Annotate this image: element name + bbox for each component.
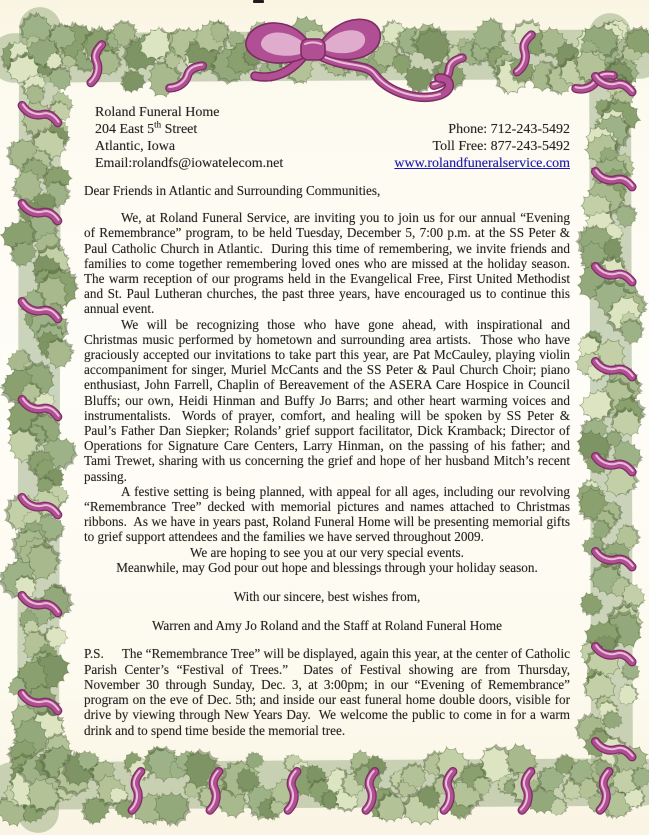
letter-content [84,104,577,738]
ribbon-bow [246,19,449,97]
letterhead-address-block [95,104,283,172]
paragraph-program: We will be recognizing those who have gone ahead, with inspirational and Christmas music performed by hometown and surrounding area artists. Those who have graciously accepted our invitations to take part this year, are Pat McCauley, playing violin accompaniment for singer, Muriel McCants and the SS Peter & Paul Church Choir; piano enthusiast, John Farrell, Chaplin of Bereavement of the ASERA Care Hospice in Council Bluffs; our own, Heidi Hinman and Buffy Jo Barrs; and other heart warming voices and instrumentalists. Words of prayer, comfort, and healing will be spoken by SS Peter & Paul’s Father Dan Siepker; Rolands’ grief support facilitator, Dick Kramback; Director of Operations for Signature Care Centers, Larry Hinman, on the passing of his father; and Tami Trewet, sharing with us concerning the grief and hope of her husband Mitch’s recent passing. [84,316,574,484]
letterhead-contact-block [394,104,570,172]
paragraph-invitation: We, at Roland Funeral Service, are inviting you to join us for our annual “Evening of Remembrance” program, to be held Tuesday, December 5, 7:00 p.m. at the SS Peter & Paul Catholic Church in Atlantic. During this time of remembering, we invite friends and families to come together remembering loved ones who are missed at the holiday season. The warm reception of our programs held in the Evangelical Free, First United Methodist and St. Paul Lutheran churches, the past three years, have encouraged us to continue this annual event. [84,210,577,317]
line-hoping: We are hoping to see you at our very special events. [190,544,464,560]
toll-free-number: Toll Free: 877-243-5492 [432,139,570,154]
street-ordinal-sup: th [154,119,162,130]
scan-artifact [253,0,264,3]
address-street: 204 East 5th Street [95,119,198,137]
website-link[interactable]: www.rolandfuneralservice.com [394,156,570,171]
closing-line: With our sincere, best wishes from, [233,589,421,605]
address-city: Atlantic, Iowa [95,139,176,154]
email-address: Email:rolandfs@iowatelecom.net [95,156,284,171]
line-meanwhile: Meanwhile, may God pour out hope and blessings through your holiday season. [116,559,538,575]
signature-line: Warren and Amy Jo Roland and the Staff at Roland Funeral Home [152,618,502,634]
ps-label: P.S. [84,646,104,662]
postscript [84,646,574,738]
paragraph-festive: A festive setting is being planned, with appeal for all ages, including our revolving “Remembrance Tree” decked with memorial pictures and names attached to Christmas ribbons. As we have in years past, Roland Funeral Home will be presenting memorial gifts to grief support attendees and the families we have served throughout 2009. [84,483,574,545]
phone-number: Phone: 712-243-5492 [448,122,570,137]
salutation: Dear Friends in Atlantic and Surrounding Communities, [84,183,381,198]
company-name: Roland Funeral Home [95,105,220,120]
letterhead [84,104,570,172]
ps-text: The “Remembrance Tree” will be displayed, again this year, at the center of Catholic Parish Center’s “Festival of Trees.” Dates of Festival showing are from Thursday, November 30 through Sunday, Dec. 3, at 3:00pm; in our “Evening of Remembrance” program on the eve of Dec. 5th; and inside our east funeral home double doors, visible for drive by viewing through New Years Day. We welcome the public to come in for a warm drink and to spend time beside the memorial tree. [84,646,574,738]
